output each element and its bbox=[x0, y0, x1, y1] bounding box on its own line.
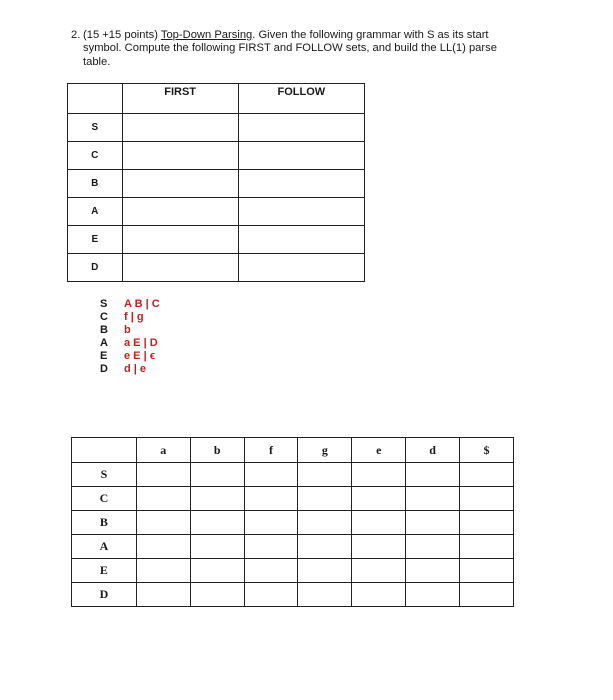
nonterminal-label: B bbox=[68, 170, 123, 198]
parse-cell[interactable] bbox=[190, 559, 244, 583]
terminal-header: $ bbox=[460, 438, 514, 463]
parse-cell[interactable] bbox=[190, 583, 244, 607]
terminal-header: a bbox=[136, 438, 190, 463]
first-cell[interactable] bbox=[122, 254, 238, 282]
table-row bbox=[72, 463, 514, 487]
grammar-rule bbox=[100, 298, 160, 311]
parse-cell[interactable] bbox=[244, 583, 298, 607]
parse-cell[interactable] bbox=[244, 535, 298, 559]
first-cell[interactable] bbox=[122, 170, 238, 198]
table-row bbox=[72, 487, 514, 511]
question-line2: symbol. Compute the following FIRST and FOLLOW sets, and build the LL(1) parse bbox=[83, 42, 497, 55]
grammar-rule bbox=[100, 350, 160, 363]
nonterminal-label: C bbox=[72, 487, 137, 511]
terminal-header: d bbox=[406, 438, 460, 463]
question-line1: . Given the following grammar with S as its start bbox=[252, 29, 489, 41]
parse-cell[interactable] bbox=[406, 487, 460, 511]
terminal-header: f bbox=[244, 438, 298, 463]
rule-rhs: f | g bbox=[124, 310, 144, 323]
rule-rhs: d | e bbox=[124, 362, 147, 375]
parse-cell[interactable] bbox=[136, 463, 190, 487]
parse-cell[interactable] bbox=[136, 511, 190, 535]
parse-cell[interactable] bbox=[460, 559, 514, 583]
parse-table-header-row bbox=[72, 438, 514, 463]
parse-cell[interactable] bbox=[244, 463, 298, 487]
parse-table-corner bbox=[72, 438, 137, 463]
rule-rhs: b bbox=[124, 323, 131, 336]
follow-cell[interactable] bbox=[238, 254, 364, 282]
rule-lhs: D bbox=[100, 362, 108, 375]
parse-cell[interactable] bbox=[298, 559, 352, 583]
parse-cell[interactable] bbox=[298, 463, 352, 487]
parse-cell[interactable] bbox=[136, 535, 190, 559]
grammar-rules bbox=[100, 298, 160, 375]
follow-column-header: FOLLOW bbox=[238, 84, 364, 114]
table-row bbox=[68, 254, 365, 282]
parse-cell[interactable] bbox=[406, 463, 460, 487]
parse-cell[interactable] bbox=[190, 463, 244, 487]
follow-cell[interactable] bbox=[238, 170, 364, 198]
parse-cell[interactable] bbox=[352, 511, 406, 535]
grammar-rule bbox=[100, 363, 160, 376]
follow-cell[interactable] bbox=[238, 142, 364, 170]
table-row bbox=[72, 559, 514, 583]
nonterminal-label: S bbox=[68, 114, 123, 142]
ll1-parse-table bbox=[71, 437, 514, 607]
question-points: (15 +15 points) bbox=[83, 29, 158, 41]
table-row bbox=[68, 198, 365, 226]
first-cell[interactable] bbox=[122, 198, 238, 226]
parse-cell[interactable] bbox=[352, 535, 406, 559]
first-cell[interactable] bbox=[122, 114, 238, 142]
nonterminal-label: E bbox=[68, 226, 123, 254]
parse-cell[interactable] bbox=[298, 535, 352, 559]
follow-cell[interactable] bbox=[238, 114, 364, 142]
terminal-header: b bbox=[190, 438, 244, 463]
parse-cell[interactable] bbox=[352, 487, 406, 511]
parse-cell[interactable] bbox=[406, 535, 460, 559]
parse-cell[interactable] bbox=[190, 535, 244, 559]
parse-cell[interactable] bbox=[298, 511, 352, 535]
parse-cell[interactable] bbox=[460, 511, 514, 535]
nonterminal-label: D bbox=[68, 254, 123, 282]
terminal-header: e bbox=[352, 438, 406, 463]
parse-cell[interactable] bbox=[298, 583, 352, 607]
parse-cell[interactable] bbox=[190, 511, 244, 535]
table-row bbox=[68, 142, 365, 170]
question-topic: Top-Down Parsing bbox=[160, 29, 253, 41]
nonterminal-label: E bbox=[72, 559, 137, 583]
nonterminal-label: A bbox=[68, 198, 123, 226]
rule-rhs: a E | D bbox=[124, 336, 158, 349]
follow-cell[interactable] bbox=[238, 226, 364, 254]
parse-cell[interactable] bbox=[460, 487, 514, 511]
first-cell[interactable] bbox=[122, 226, 238, 254]
nonterminal-label: A bbox=[72, 535, 137, 559]
parse-cell[interactable] bbox=[352, 463, 406, 487]
grammar-rule bbox=[100, 337, 160, 350]
parse-cell[interactable] bbox=[460, 535, 514, 559]
parse-cell[interactable] bbox=[244, 487, 298, 511]
nonterminal-label: B bbox=[72, 511, 137, 535]
first-follow-table bbox=[67, 83, 365, 282]
table-row bbox=[68, 170, 365, 198]
parse-cell[interactable] bbox=[136, 487, 190, 511]
rule-lhs: S bbox=[100, 298, 108, 310]
parse-cell[interactable] bbox=[244, 559, 298, 583]
question-line3: table. bbox=[83, 55, 111, 68]
nonterminal-label: C bbox=[68, 142, 123, 170]
grammar-rule bbox=[100, 311, 160, 324]
parse-cell[interactable] bbox=[460, 583, 514, 607]
follow-cell[interactable] bbox=[238, 198, 364, 226]
grammar-rule bbox=[100, 324, 160, 337]
parse-cell[interactable] bbox=[406, 559, 460, 583]
rule-lhs: A bbox=[100, 336, 108, 349]
table-row bbox=[72, 583, 514, 607]
table-row bbox=[72, 511, 514, 535]
nonterminal-label: S bbox=[72, 463, 137, 487]
parse-cell[interactable] bbox=[136, 583, 190, 607]
table-row bbox=[68, 114, 365, 142]
parse-cell[interactable] bbox=[190, 487, 244, 511]
rule-lhs: E bbox=[100, 349, 108, 362]
terminal-header: g bbox=[298, 438, 352, 463]
question-number: 2. bbox=[71, 29, 81, 41]
first-cell[interactable] bbox=[122, 142, 238, 170]
table-row bbox=[72, 535, 514, 559]
parse-cell[interactable] bbox=[244, 511, 298, 535]
parse-cell[interactable] bbox=[406, 583, 460, 607]
parse-cell[interactable] bbox=[352, 559, 406, 583]
parse-cell[interactable] bbox=[352, 583, 406, 607]
first-column-header: FIRST bbox=[122, 84, 238, 114]
rule-lhs: C bbox=[100, 310, 108, 323]
table-row bbox=[68, 226, 365, 254]
nonterminal-label: D bbox=[72, 583, 137, 607]
rule-rhs: e E | ϵ bbox=[124, 349, 155, 362]
rule-lhs: B bbox=[100, 323, 108, 336]
first-follow-header-row bbox=[68, 84, 365, 114]
parse-cell[interactable] bbox=[136, 559, 190, 583]
parse-cell[interactable] bbox=[298, 487, 352, 511]
parse-cell[interactable] bbox=[460, 463, 514, 487]
first-follow-corner bbox=[68, 84, 123, 114]
parse-cell[interactable] bbox=[406, 511, 460, 535]
question-text bbox=[71, 29, 551, 69]
rule-rhs: A B | C bbox=[124, 298, 160, 310]
